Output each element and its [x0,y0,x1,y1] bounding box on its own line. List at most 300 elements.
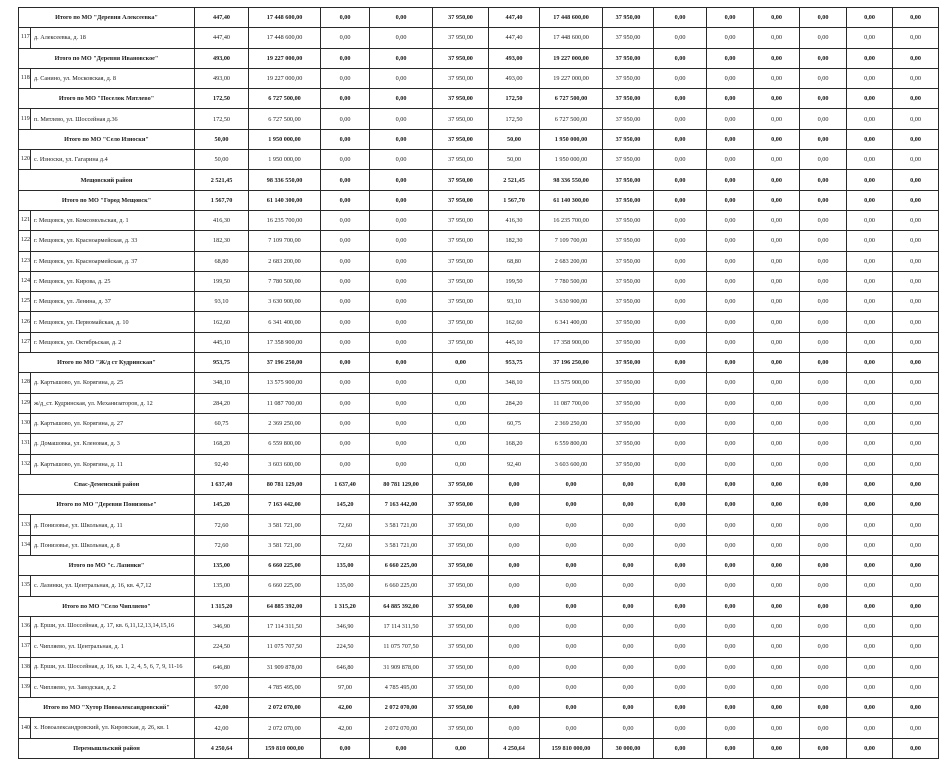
value-cell: 0,00 [654,596,707,616]
table-row [19,271,939,291]
value-cell: 0,00 [847,170,893,190]
value-cell: 50,00 [489,150,540,170]
value-cell: 0,00 [893,393,939,413]
subtotal-row [19,190,939,210]
value-cell: 0,00 [800,68,847,88]
value-cell: 0,00 [847,251,893,271]
value-cell: 0,00 [370,413,433,433]
value-cell: 42,00 [195,718,249,738]
value-cell: 0,00 [893,89,939,109]
value-cell: 37 950,00 [603,129,654,149]
value-cell: 3 581 721,00 [249,515,321,535]
value-cell: 17 358 900,00 [249,332,321,352]
value-cell: 0,00 [540,474,603,494]
value-cell: 0,00 [893,312,939,332]
value-cell: 182,30 [195,231,249,251]
value-cell: 0,00 [893,129,939,149]
value-cell: 42,00 [321,698,370,718]
value-cell: 0,00 [370,8,433,28]
value-cell: 0,00 [707,454,754,474]
value-cell: 0,00 [540,616,603,636]
value-cell: 199,50 [489,271,540,291]
value-cell: 0,00 [800,515,847,535]
row-number: 120 [19,150,31,170]
value-cell: 0,00 [370,129,433,149]
value-cell: 93,10 [489,292,540,312]
value-cell: 61 140 300,00 [540,190,603,210]
row-number: 123 [19,251,31,271]
value-cell: 0,00 [800,271,847,291]
value-cell: 17 448 600,00 [249,28,321,48]
value-cell: 0,00 [603,535,654,555]
address-cell: х. Новоалександровский, ул. Кировская, д. 26, кв. 1 [31,718,195,738]
value-cell: 447,40 [489,28,540,48]
value-cell: 37 950,00 [433,698,489,718]
value-cell: 0,00 [707,556,754,576]
value-cell: 0,00 [603,515,654,535]
value-cell: 0,00 [707,251,754,271]
value-cell: 0,00 [603,718,654,738]
value-cell: 348,10 [195,373,249,393]
value-cell: 0,00 [707,474,754,494]
value-cell: 0,00 [654,251,707,271]
value-cell: 0,00 [321,738,370,758]
value-cell: 0,00 [800,129,847,149]
value-cell: 0,00 [754,515,800,535]
value-cell: 0,00 [800,576,847,596]
value-cell: 0,00 [370,454,433,474]
value-cell: 0,00 [654,718,707,738]
subtotal-label: Итого по МО "Город Мещовск" [19,190,195,210]
value-cell: 0,00 [893,637,939,657]
value-cell: 0,00 [654,332,707,352]
value-cell: 0,00 [540,535,603,555]
subtotal-label: Итого по МО "Село Чипляево" [19,596,195,616]
value-cell: 0,00 [654,8,707,28]
value-cell: 0,00 [754,677,800,697]
value-cell: 11 087 700,00 [540,393,603,413]
value-cell: 0,00 [800,474,847,494]
value-cell: 0,00 [800,718,847,738]
value-cell: 1 567,70 [195,190,249,210]
value-cell: 182,30 [489,231,540,251]
address-cell: с. Чипляево, ул. Заводская, д. 2 [31,677,195,697]
value-cell: 0,00 [893,657,939,677]
value-cell: 0,00 [847,596,893,616]
value-cell: 0,00 [707,8,754,28]
value-cell: 159 810 000,00 [249,738,321,758]
value-cell: 0,00 [754,535,800,555]
value-cell: 37 950,00 [433,616,489,636]
table-row [19,718,939,738]
value-cell: 6 727 500,00 [249,109,321,129]
value-cell: 0,00 [847,231,893,251]
address-cell: г. Мещовск, ул. Кирова, д. 25 [31,271,195,291]
value-cell: 0,00 [321,332,370,352]
value-cell: 0,00 [654,677,707,697]
value-cell: 3 603 600,00 [249,454,321,474]
value-cell: 0,00 [654,474,707,494]
value-cell: 172,50 [195,109,249,129]
value-cell: 0,00 [654,657,707,677]
value-cell: 0,00 [370,373,433,393]
value-cell: 30 000,00 [603,738,654,758]
value-cell: 37 950,00 [603,231,654,251]
value-cell: 145,20 [195,495,249,515]
row-number: 122 [19,231,31,251]
value-cell: 3 581 721,00 [370,515,433,535]
value-cell: 72,60 [321,515,370,535]
value-cell: 0,00 [707,596,754,616]
value-cell: 37 950,00 [603,89,654,109]
subtotal-row [19,474,939,494]
value-cell: 0,00 [847,28,893,48]
value-cell: 4 785 495,00 [370,677,433,697]
value-cell: 0,00 [707,210,754,230]
value-cell: 19 227 000,00 [249,48,321,68]
value-cell: 0,00 [433,353,489,373]
value-cell: 0,00 [321,8,370,28]
value-cell: 64 885 392,00 [370,596,433,616]
value-cell: 0,00 [603,556,654,576]
row-number: 124 [19,271,31,291]
value-cell: 0,00 [707,413,754,433]
value-cell: 0,00 [893,434,939,454]
value-cell: 0,00 [847,718,893,738]
value-cell: 0,00 [800,332,847,352]
value-cell: 0,00 [800,292,847,312]
value-cell: 37 950,00 [433,271,489,291]
value-cell: 0,00 [800,210,847,230]
value-cell: 0,00 [847,434,893,454]
value-cell: 0,00 [754,698,800,718]
subtotal-row [19,698,939,718]
value-cell: 37 950,00 [433,89,489,109]
value-cell: 0,00 [893,332,939,352]
row-number: 119 [19,109,31,129]
subtotal-label: Перемышльский район [19,738,195,758]
address-cell: д. Санино, ул. Московская, д. 8 [31,68,195,88]
value-cell: 19 227 000,00 [540,48,603,68]
value-cell: 0,00 [707,535,754,555]
value-cell: 0,00 [321,109,370,129]
value-cell: 0,00 [707,495,754,515]
value-cell: 0,00 [370,393,433,413]
value-cell: 0,00 [754,596,800,616]
value-cell: 0,00 [893,596,939,616]
value-cell: 0,00 [754,393,800,413]
value-cell: 37 950,00 [433,495,489,515]
value-cell: 37 196 250,00 [540,353,603,373]
value-cell: 0,00 [754,109,800,129]
value-cell: 0,00 [847,8,893,28]
value-cell: 0,00 [370,68,433,88]
table-row [19,616,939,636]
value-cell: 37 950,00 [603,170,654,190]
value-cell: 0,00 [654,271,707,291]
value-cell: 493,00 [195,68,249,88]
value-cell: 6 341 400,00 [540,312,603,332]
value-cell: 493,00 [195,48,249,68]
value-cell: 493,00 [489,68,540,88]
address-cell: д. Картышово, ул. Корягина, д. 11 [31,454,195,474]
value-cell: 0,00 [321,353,370,373]
value-cell: 0,00 [370,738,433,758]
table-row [19,251,939,271]
table-row [19,373,939,393]
value-cell: 0,00 [433,413,489,433]
value-cell: 17 114 311,50 [249,616,321,636]
value-cell: 6 341 400,00 [249,312,321,332]
value-cell: 0,00 [800,657,847,677]
value-cell: 0,00 [847,616,893,636]
subtotal-label: Итого по МО "Деревня Понизовье" [19,495,195,515]
value-cell: 0,00 [893,150,939,170]
value-cell: 0,00 [893,210,939,230]
value-cell: 0,00 [321,251,370,271]
value-cell: 0,00 [754,718,800,738]
value-cell: 37 950,00 [433,190,489,210]
value-cell: 2 072 070,00 [370,718,433,738]
value-cell: 37 950,00 [433,312,489,332]
value-cell: 37 950,00 [433,576,489,596]
value-cell: 31 909 878,00 [370,657,433,677]
value-cell: 0,00 [321,231,370,251]
table-row [19,434,939,454]
value-cell: 0,00 [847,312,893,332]
value-cell: 0,00 [654,109,707,129]
value-cell: 135,00 [321,556,370,576]
subtotal-row [19,89,939,109]
value-cell: 0,00 [707,515,754,535]
value-cell: 0,00 [754,251,800,271]
value-cell: 0,00 [893,271,939,291]
value-cell: 37 950,00 [603,68,654,88]
value-cell: 0,00 [893,738,939,758]
value-cell: 2 683 200,00 [540,251,603,271]
value-cell: 0,00 [370,28,433,48]
value-cell: 37 950,00 [603,150,654,170]
value-cell: 37 950,00 [433,231,489,251]
row-number: 121 [19,210,31,230]
value-cell: 11 075 707,50 [370,637,433,657]
value-cell: 0,00 [893,515,939,535]
value-cell: 0,00 [754,28,800,48]
value-cell: 0,00 [370,190,433,210]
value-cell: 0,00 [847,210,893,230]
value-cell: 0,00 [800,454,847,474]
value-cell: 159 810 000,00 [540,738,603,758]
subtotal-label: Итого по МО "Поселок Мятлево" [19,89,195,109]
address-cell: д. Картышово, ул. Корягина, д. 25 [31,373,195,393]
value-cell: 0,00 [370,231,433,251]
value-cell: 0,00 [707,718,754,738]
value-cell: 0,00 [540,495,603,515]
value-cell: 0,00 [321,454,370,474]
table-row [19,292,939,312]
value-cell: 346,90 [195,616,249,636]
subtotal-row [19,48,939,68]
address-cell: г. Мещовск, ул. Красноармейская, д. 33 [31,231,195,251]
value-cell: 0,00 [321,89,370,109]
value-cell: 37 950,00 [603,373,654,393]
address-cell: с. Чипляево, ул. Центральная, д. 1 [31,637,195,657]
value-cell: 0,00 [847,271,893,291]
value-cell: 93,10 [195,292,249,312]
value-cell: 0,00 [847,150,893,170]
value-cell: 0,00 [847,454,893,474]
value-cell: 1 950 000,00 [249,129,321,149]
value-cell: 646,80 [321,657,370,677]
value-cell: 37 950,00 [433,556,489,576]
subtotal-row [19,129,939,149]
value-cell: 0,00 [754,637,800,657]
value-cell: 60,75 [195,413,249,433]
value-cell: 0,00 [754,210,800,230]
value-cell: 0,00 [707,434,754,454]
value-cell: 0,00 [800,8,847,28]
value-cell: 0,00 [754,616,800,636]
value-cell: 37 950,00 [603,210,654,230]
value-cell: 0,00 [654,515,707,535]
value-cell: 37 950,00 [603,8,654,28]
address-cell: г. Мещовск, ул. Октябрьская, д. 2 [31,332,195,352]
value-cell: 0,00 [754,576,800,596]
value-cell: 0,00 [370,332,433,352]
value-cell: 0,00 [540,515,603,535]
value-cell: 0,00 [800,231,847,251]
value-cell: 0,00 [654,170,707,190]
subtotal-label: Итого по МО "Ж/д ст Кудринская" [19,353,195,373]
value-cell: 0,00 [603,677,654,697]
value-cell: 37 950,00 [433,210,489,230]
value-cell: 50,00 [195,150,249,170]
value-cell: 0,00 [800,616,847,636]
value-cell: 64 885 392,00 [249,596,321,616]
value-cell: 1 637,40 [321,474,370,494]
value-cell: 168,20 [489,434,540,454]
value-cell: 31 909 878,00 [249,657,321,677]
value-cell: 0,00 [893,495,939,515]
address-cell: д. Алексеевка, д. 18 [31,28,195,48]
value-cell: 37 950,00 [433,109,489,129]
value-cell: 0,00 [654,413,707,433]
value-cell: 0,00 [654,353,707,373]
table-row [19,332,939,352]
value-cell: 0,00 [800,251,847,271]
value-cell: 0,00 [707,28,754,48]
value-cell: 0,00 [893,109,939,129]
value-cell: 0,00 [321,434,370,454]
value-cell: 0,00 [321,190,370,210]
value-cell: 447,40 [195,28,249,48]
value-cell: 0,00 [800,48,847,68]
value-cell: 0,00 [707,190,754,210]
value-cell: 6 660 225,00 [370,556,433,576]
value-cell: 3 630 900,00 [540,292,603,312]
value-cell: 68,80 [195,251,249,271]
value-cell: 97,00 [195,677,249,697]
value-cell: 168,20 [195,434,249,454]
value-cell: 0,00 [489,535,540,555]
value-cell: 0,00 [489,495,540,515]
value-cell: 0,00 [654,393,707,413]
value-cell: 0,00 [654,373,707,393]
value-cell: 0,00 [707,48,754,68]
value-cell: 0,00 [654,738,707,758]
value-cell: 17 114 311,50 [370,616,433,636]
value-cell: 0,00 [433,393,489,413]
value-cell: 284,20 [489,393,540,413]
value-cell: 17 448 600,00 [540,8,603,28]
value-cell: 0,00 [754,170,800,190]
value-cell: 0,00 [654,231,707,251]
value-cell: 0,00 [893,373,939,393]
value-cell: 0,00 [893,353,939,373]
value-cell: 646,80 [195,657,249,677]
subtotal-row [19,738,939,758]
value-cell: 37 196 250,00 [249,353,321,373]
value-cell: 0,00 [654,210,707,230]
value-cell: 37 950,00 [433,292,489,312]
value-cell: 0,00 [754,738,800,758]
value-cell: 0,00 [321,150,370,170]
value-cell: 72,60 [195,515,249,535]
value-cell: 0,00 [321,129,370,149]
value-cell: 6 660 225,00 [249,556,321,576]
value-cell: 0,00 [800,89,847,109]
row-number: 132 [19,454,31,474]
value-cell: 0,00 [654,68,707,88]
value-cell: 0,00 [754,312,800,332]
value-cell: 0,00 [540,576,603,596]
value-cell: 1 315,20 [321,596,370,616]
value-cell: 60,75 [489,413,540,433]
value-cell: 0,00 [800,373,847,393]
value-cell: 0,00 [754,657,800,677]
value-cell: 37 950,00 [603,28,654,48]
row-number: 117 [19,28,31,48]
value-cell: 0,00 [489,677,540,697]
value-cell: 0,00 [321,393,370,413]
value-cell: 0,00 [847,474,893,494]
value-cell: 0,00 [540,637,603,657]
row-number: 134 [19,535,31,555]
table-row [19,535,939,555]
value-cell: 0,00 [707,170,754,190]
value-cell: 172,50 [195,89,249,109]
value-cell: 37 950,00 [433,251,489,271]
value-cell: 37 950,00 [433,48,489,68]
value-cell: 0,00 [603,474,654,494]
value-cell: 0,00 [800,677,847,697]
address-cell: г. Мещовск, ул. Ленина, д. 37 [31,292,195,312]
address-cell: д. Понизовье, ул. Школьная, д. 11 [31,515,195,535]
value-cell: 0,00 [321,292,370,312]
value-cell: 97,00 [321,677,370,697]
value-cell: 0,00 [603,596,654,616]
value-cell: 0,00 [707,231,754,251]
value-cell: 0,00 [893,616,939,636]
value-cell: 37 950,00 [603,292,654,312]
value-cell: 0,00 [321,413,370,433]
value-cell: 0,00 [800,698,847,718]
value-cell: 224,50 [321,637,370,657]
value-cell: 7 109 700,00 [249,231,321,251]
value-cell: 953,75 [195,353,249,373]
value-cell: 0,00 [540,596,603,616]
value-cell: 50,00 [195,129,249,149]
